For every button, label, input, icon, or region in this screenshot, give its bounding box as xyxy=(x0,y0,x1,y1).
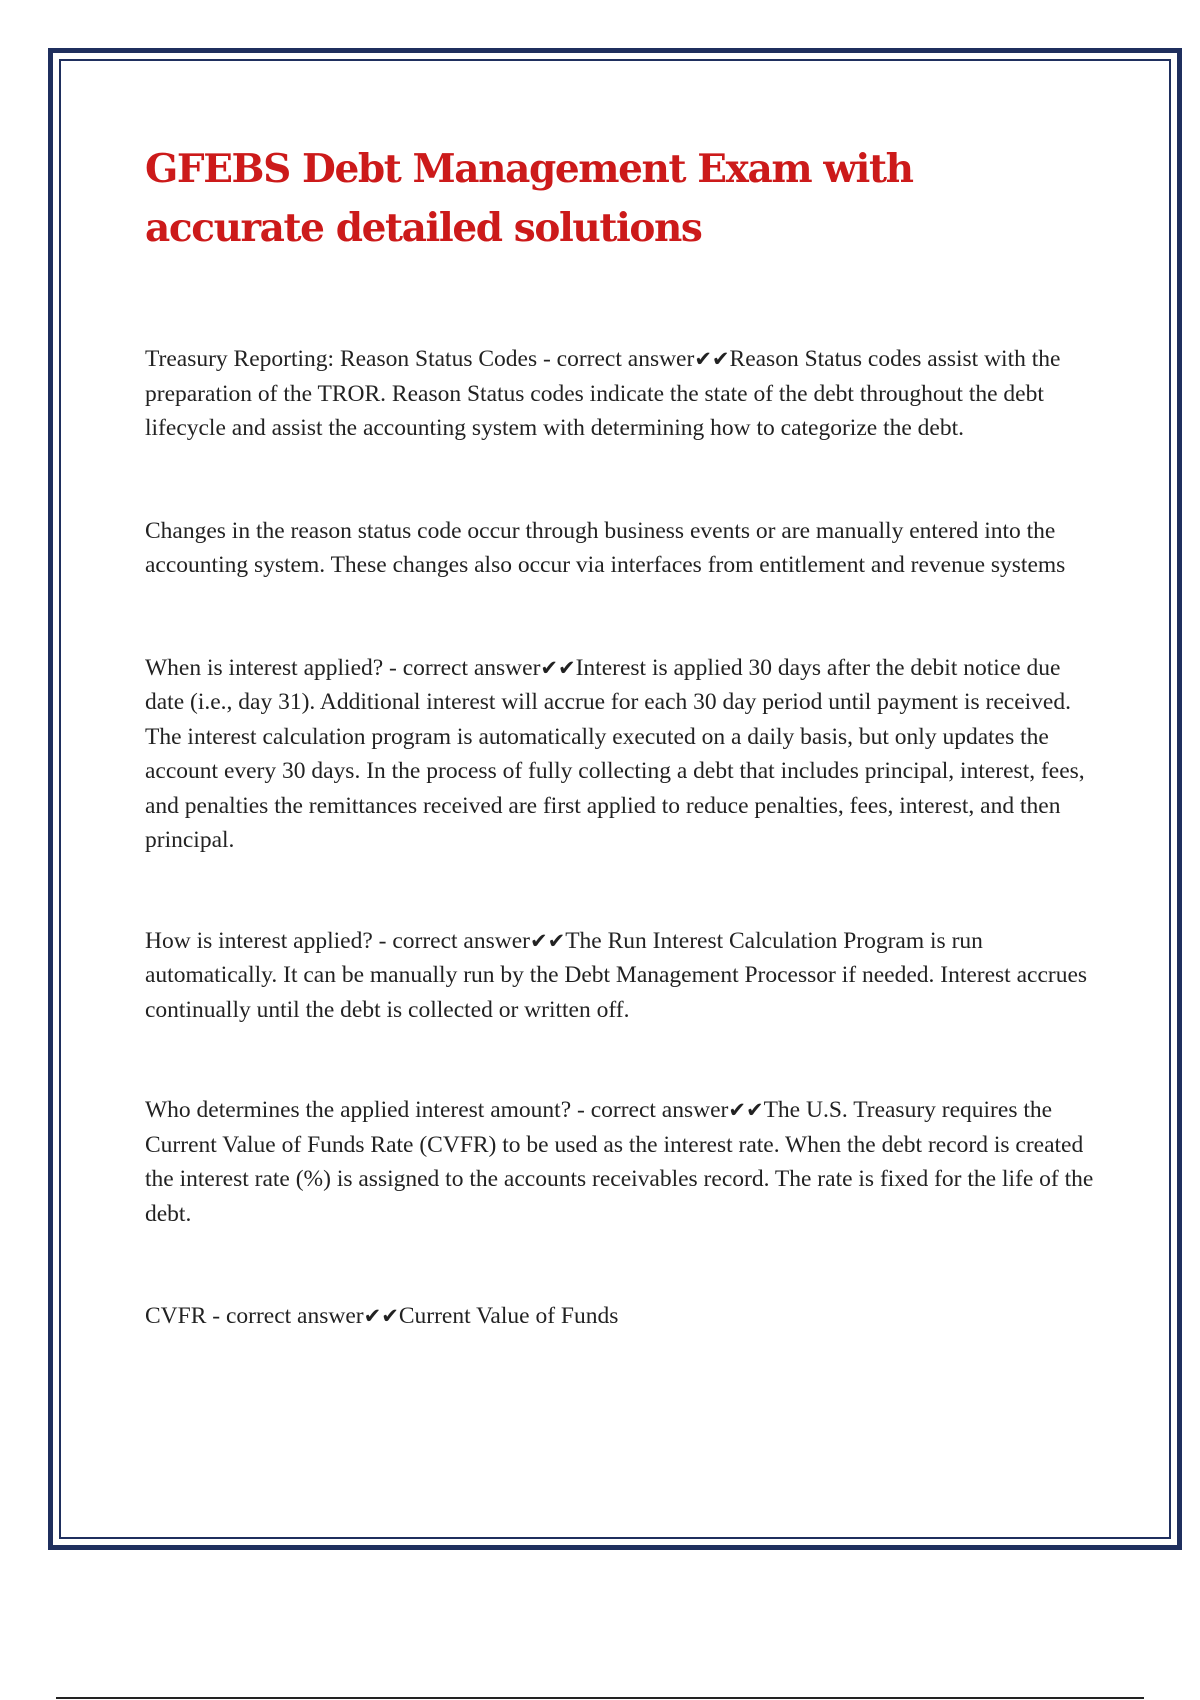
answer-text: Current Value of Funds xyxy=(398,1303,619,1329)
paragraph-reason-status-changes: Changes in the reason status code occur through business events or are manually entered into the accounting system. These changes also occur via interfaces from entitlement and revenue systems xyxy=(145,517,1066,578)
qa-entry-reason-status-codes xyxy=(145,342,1095,446)
qa-entry-when-interest-applied xyxy=(145,651,1095,858)
footer-divider xyxy=(56,1697,1144,1699)
answer-text: Reason Status codes assist with the preparation of the TROR. Reason Status codes indicate the state of the debt throughout the debt lifecycle and assist the accounting system with determining how to categorize the debt. xyxy=(145,346,1061,441)
document-content xyxy=(145,140,1095,1334)
check-mark-icon: ✔✔ xyxy=(363,1304,399,1328)
question-text: CVFR - correct answer xyxy=(145,1303,364,1329)
check-mark-icon: ✔✔ xyxy=(530,928,566,953)
answer-text: The U.S. Treasury requires the Current Value of Funds Rate (CVFR) to be used as the interest rate. When the debt record is created the interest rate (%) is assigned to the accounts receivables record. The rate is fixed for the life of the debt. xyxy=(145,1097,1094,1227)
question-text: Who determines the applied interest amount? - correct answer xyxy=(145,1097,729,1123)
answer-text: The Run Interest Calculation Program is run automatically. It can be manually run by the Debt Management Processor if needed. Interest accrues continually until the debt is collected or written off. xyxy=(145,927,1088,1023)
qa-entry-cvfr xyxy=(145,1299,1095,1334)
question-text: How is interest applied? - correct answer xyxy=(145,927,530,954)
check-mark-icon: ✔✔ xyxy=(728,1098,764,1122)
qa-entry-how-interest-applied xyxy=(145,924,1095,1028)
qa-entry-who-determines-interest xyxy=(145,1093,1095,1231)
document-title: GFEBS Debt Management Exam with accurate detailed solutions xyxy=(145,146,913,251)
answer-text: Interest is applied 30 days after the debit notice due date (i.e., day 31). Additional interest will accrue for each 30 day period until payment is received. The interest calculation program is automatically executed on a daily basis, but only updates the account every 30 days. In the process of fully collecting a debt that includes principal, interest, fees, and penalties the remittances received are first applied to reduce penalties, fees, interest, and then principal. xyxy=(145,654,1085,853)
check-mark-icon: ✔✔ xyxy=(540,655,576,680)
question-text: Treasury Reporting: Reason Status Codes - correct answer xyxy=(145,346,695,372)
question-text: When is interest applied? - correct answer xyxy=(145,654,541,681)
check-mark-icon: ✔✔ xyxy=(694,347,730,371)
